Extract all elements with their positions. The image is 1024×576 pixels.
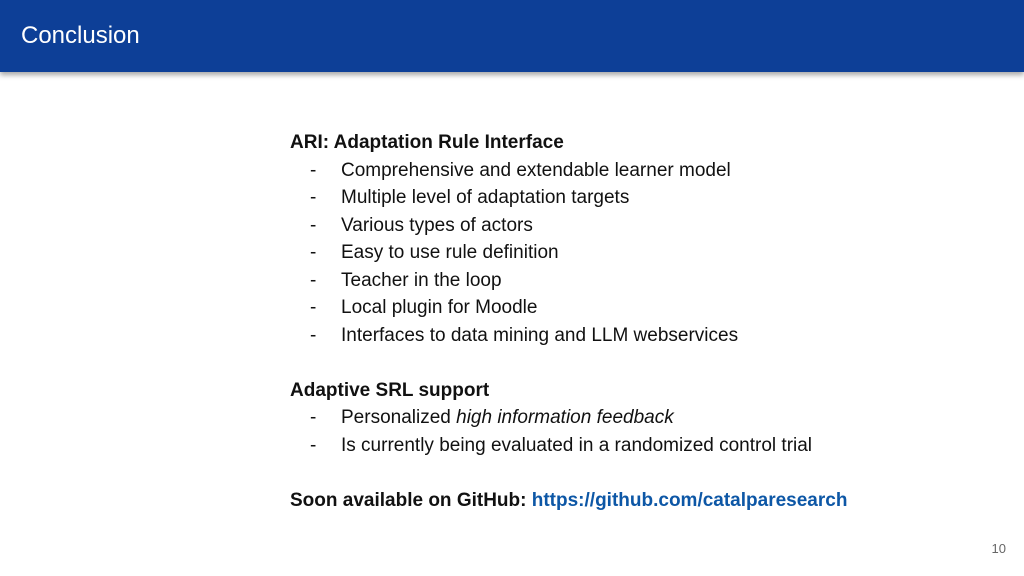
slide-title: Conclusion	[21, 22, 140, 49]
list-item-text: Comprehensive and extendable learner model	[341, 159, 731, 181]
github-link[interactable]: https://github.com/catalparesearch	[531, 489, 848, 511]
list-item	[290, 267, 1010, 295]
list-item-text: Multiple level of adaptation targets	[341, 187, 630, 208]
list-item	[290, 432, 1010, 460]
ari-section-title: ARI: Adaptation Rule Interface	[290, 132, 564, 153]
list-item	[290, 294, 1010, 322]
section-spacer	[290, 349, 1010, 377]
slide-content	[290, 129, 1010, 514]
list-item-text: Easy to use rule definition	[341, 242, 559, 263]
github-label: Soon available on GitHub:	[290, 489, 527, 511]
bullet-dash: -	[310, 269, 317, 291]
bullet-dash: -	[310, 214, 317, 236]
section-spacer	[290, 459, 1010, 487]
slide-header	[0, 0, 1024, 72]
feedback-prefix: Personalized	[341, 407, 457, 428]
list-item-text: Teacher in the loop	[341, 269, 502, 291]
list-item	[290, 212, 1010, 240]
bullet-dash: -	[310, 187, 317, 208]
bullet-dash: -	[310, 407, 317, 428]
srl-section-title: Adaptive SRL support	[290, 379, 490, 401]
list-item	[290, 157, 1010, 185]
page-number: 10	[991, 541, 1006, 556]
bullet-dash: -	[310, 297, 317, 318]
list-item-text: Interfaces to data mining and LLM webservices	[341, 324, 739, 346]
list-item	[290, 404, 1010, 432]
list-item-text	[341, 404, 674, 432]
bullet-dash: -	[310, 159, 317, 181]
list-item-text: Local plugin for Moodle	[341, 297, 538, 318]
feedback-emphasis: high information feedback	[456, 407, 674, 428]
bullet-dash: -	[310, 434, 317, 456]
bullet-dash: -	[310, 324, 317, 346]
list-item-text: Is currently being evaluated in a randomized control trial	[341, 434, 813, 456]
bullet-dash: -	[310, 242, 317, 263]
list-item	[290, 184, 1010, 212]
list-item	[290, 239, 1010, 267]
list-item	[290, 322, 1010, 350]
github-line	[290, 487, 1010, 515]
list-item-text: Various types of actors	[341, 214, 533, 236]
